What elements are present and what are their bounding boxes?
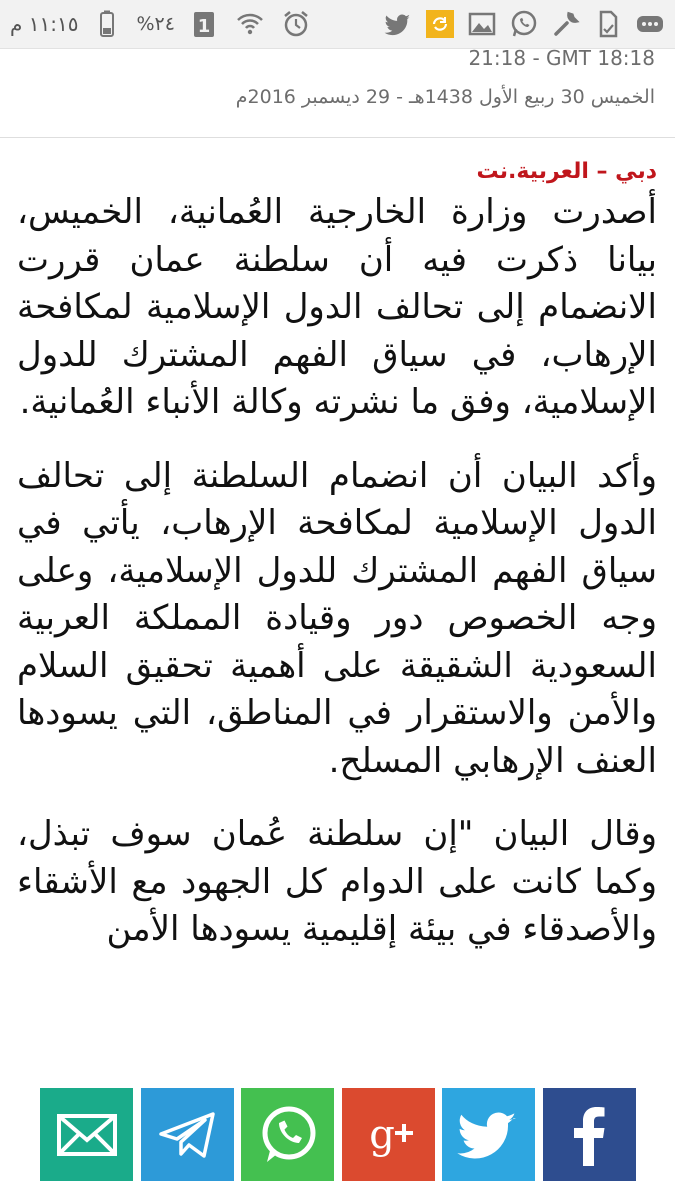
wifi-icon: [233, 7, 267, 41]
share-telegram-button[interactable]: [141, 1088, 234, 1181]
share-whatsapp-button[interactable]: [241, 1088, 334, 1181]
status-bar: [0, 0, 675, 49]
battery-icon: [90, 7, 124, 41]
sd-card-notification-icon: [591, 7, 625, 41]
article-date: الخميس 30 ربيع الأول 1438هـ - 29 ديسمبر 2016م: [235, 86, 655, 108]
article-paragraph: أصدرت وزارة الخارجية العُمانية، الخميس، بيانا ذكرت فيه أن سلطنة عمان قررت الانضمام إلى تحالف الدول الإسلامية لمكافحة الإرهاب، في سياق الفهم المشترك للدول الإسلامية، وفق ما نشرته وكالة الأنباء العُمانية.: [17, 192, 657, 422]
article-source: دبي – العربية.نت: [476, 159, 657, 184]
google-plus-icon: [356, 1102, 422, 1168]
share-twitter-button[interactable]: [442, 1088, 535, 1181]
share-facebook-button[interactable]: [543, 1088, 636, 1181]
sim-slot-label: 1: [197, 16, 211, 37]
article-paragraph: وأكد البيان أن انضمام السلطنة إلى تحالف الدول الإسلامية لمكافحة الإرهاب، يأتي في سياق الفهم المشترك للدول الإسلامية، وعلى وجه الخصوص دور وقيادة المملكة العربية السعودية الشقيقة على أهمية تحقيق السلام والأمن والاستقرار في المناطق، التي يسودها العنف الإرهابي المسلح.: [17, 455, 657, 781]
battery-percent: %٢٤: [136, 13, 175, 35]
whatsapp-icon: [255, 1102, 321, 1168]
sync-notification-icon: [423, 7, 457, 41]
more-notifications-icon: [633, 7, 667, 41]
whatsapp-notification-icon: [507, 7, 541, 41]
telegram-icon: [155, 1102, 221, 1168]
share-email-button[interactable]: [40, 1088, 133, 1181]
svg-text:g: g: [368, 1111, 395, 1158]
share-google-plus-button[interactable]: [342, 1088, 435, 1181]
clock: ١١:١٥ م: [10, 12, 79, 36]
twitter-icon: [456, 1102, 522, 1168]
article-time: 21:18 - GMT 18:18: [468, 46, 655, 70]
article-body: [17, 155, 657, 980]
gallery-notification-icon: [465, 7, 499, 41]
article-paragraph: وقال البيان "إن سلطنة عُمان سوف تبذل، وكما كانت على الدوام كل الجهود مع الأشقاء والأصدقاء في بيئة إقليمية يسودها الأمن: [17, 814, 657, 949]
divider: [0, 137, 675, 138]
sim-icon: [187, 7, 221, 41]
alarm-icon: [279, 7, 313, 41]
share-bar: [0, 1068, 675, 1200]
email-icon: [54, 1102, 120, 1168]
tools-notification-icon: [549, 7, 583, 41]
facebook-icon: [557, 1102, 623, 1168]
twitter-notification-icon: [381, 7, 415, 41]
